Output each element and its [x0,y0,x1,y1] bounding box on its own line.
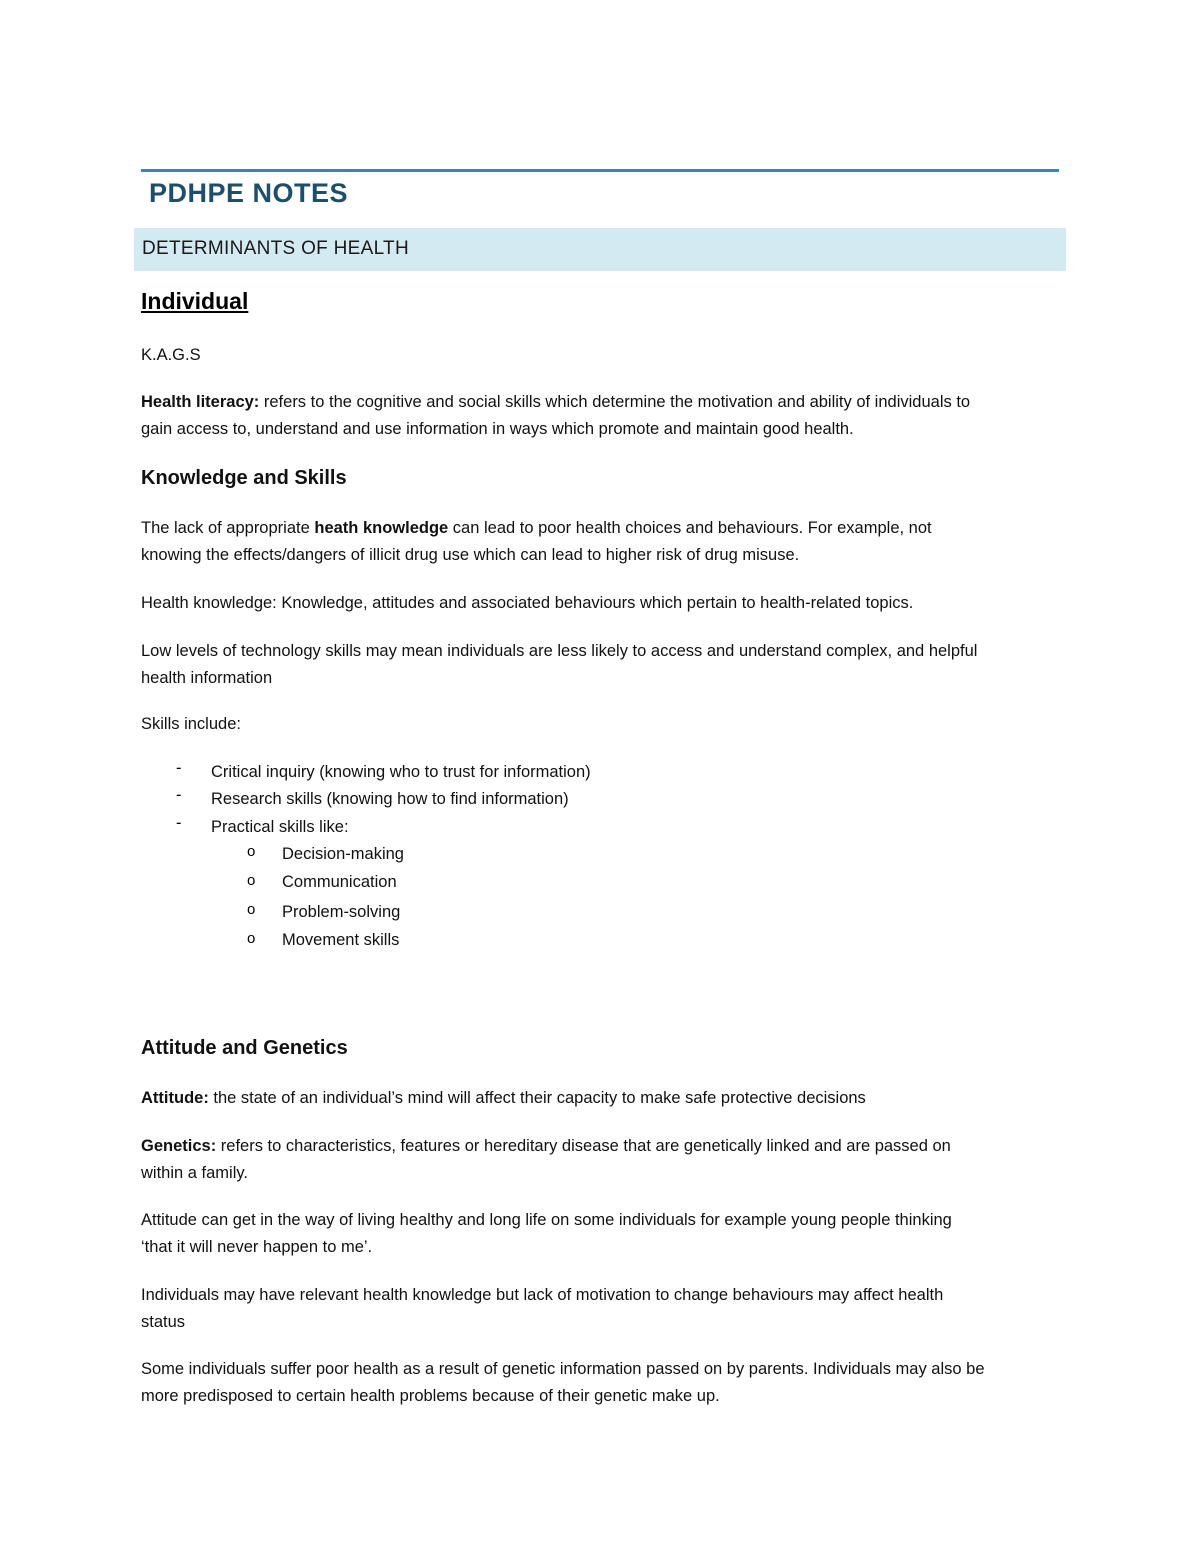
skills-intro: Skills include: [141,715,241,733]
attitude-p5-line2: more predisposed to certain health problems because of their genetic make up. [141,1387,720,1405]
genetics-line2: within a family. [141,1164,248,1182]
knowledge-p1-pre: The lack of appropriate [141,519,315,537]
sub-list-item: Movement skills [282,931,400,949]
page-title: PDHPE NOTES [149,178,349,208]
bullet-marker: - [176,786,182,804]
sub-bullet-marker: o [247,901,256,918]
knowledge-paragraph-2: Health knowledge: Knowledge, attitudes and associated behaviours which pertain to health-related topics. [141,594,914,612]
bullet-marker: - [176,814,182,832]
knowledge-paragraph-1 [141,515,1071,569]
list-item: Critical inquiry (knowing who to trust for information) [211,763,591,781]
knowledge-p1-bold: heath knowledge [314,519,449,537]
genetics-term: Genetics: [141,1137,217,1155]
attitude-p4-line2: status [141,1313,186,1331]
attitude-paragraph-4 [141,1282,1071,1336]
attitude-paragraph-5 [141,1356,1071,1410]
sub-list-item: Communication [282,873,397,891]
health-literacy-term: Health literacy: [141,393,260,411]
attitude-paragraph [141,1085,1071,1112]
kags-text: K.A.G.S [141,346,201,364]
heading-individual: Individual [141,288,249,314]
list-item: Practical skills like: [211,818,349,836]
attitude-p3-line2: ‘that it will never happen to me’. [141,1238,373,1256]
knowledge-p1-post: can lead to poor health choices and behaviours. For example, not [448,519,932,537]
title-rule [141,169,1059,172]
knowledge-paragraph-3 [141,638,1071,692]
heading-knowledge-skills: Knowledge and Skills [141,467,347,489]
attitude-p4-line1: Individuals may have relevant health knowledge but lack of motivation to change behaviours may affect health [141,1286,944,1304]
list-item: Research skills (knowing how to find information) [211,790,569,808]
sub-list-item: Decision-making [282,845,404,863]
sub-bullet-marker: o [247,843,256,860]
health-literacy-line2: gain access to, understand and use information in ways which promote and maintain good health. [141,420,854,438]
knowledge-p3-line2: health information [141,669,273,687]
health-literacy-paragraph [141,389,1071,443]
attitude-p3-line1: Attitude can get in the way of living healthy and long life on some individuals for example young people thinking [141,1211,952,1229]
section-band-title: DETERMINANTS OF HEALTH [142,238,409,259]
genetics-paragraph [141,1133,1071,1187]
sub-bullet-marker: o [247,930,256,947]
sub-bullet-marker: o [247,872,256,889]
knowledge-p3-line1: Low levels of technology skills may mean individuals are less likely to access and understand complex, and helpful [141,642,978,660]
section-band [134,228,1066,271]
sub-list-item: Problem-solving [282,903,401,921]
genetics-line1: refers to characteristics, features or hereditary disease that are genetically linked and are passed on [216,1137,951,1155]
knowledge-p1-line2: knowing the effects/dangers of illicit drug use which can lead to higher risk of drug misuse. [141,546,800,564]
bullet-marker: - [176,759,182,777]
attitude-paragraph-3 [141,1207,1071,1261]
attitude-p5-line1: Some individuals suffer poor health as a result of genetic information passed on by parents. Individuals may also be [141,1360,985,1378]
attitude-term: Attitude: [141,1089,209,1107]
heading-attitude-genetics: Attitude and Genetics [141,1037,348,1059]
attitude-text: the state of an individual’s mind will affect their capacity to make safe protective decisions [208,1089,866,1107]
health-literacy-line1: refers to the cognitive and social skills which determine the motivation and ability of individuals to [259,393,971,411]
